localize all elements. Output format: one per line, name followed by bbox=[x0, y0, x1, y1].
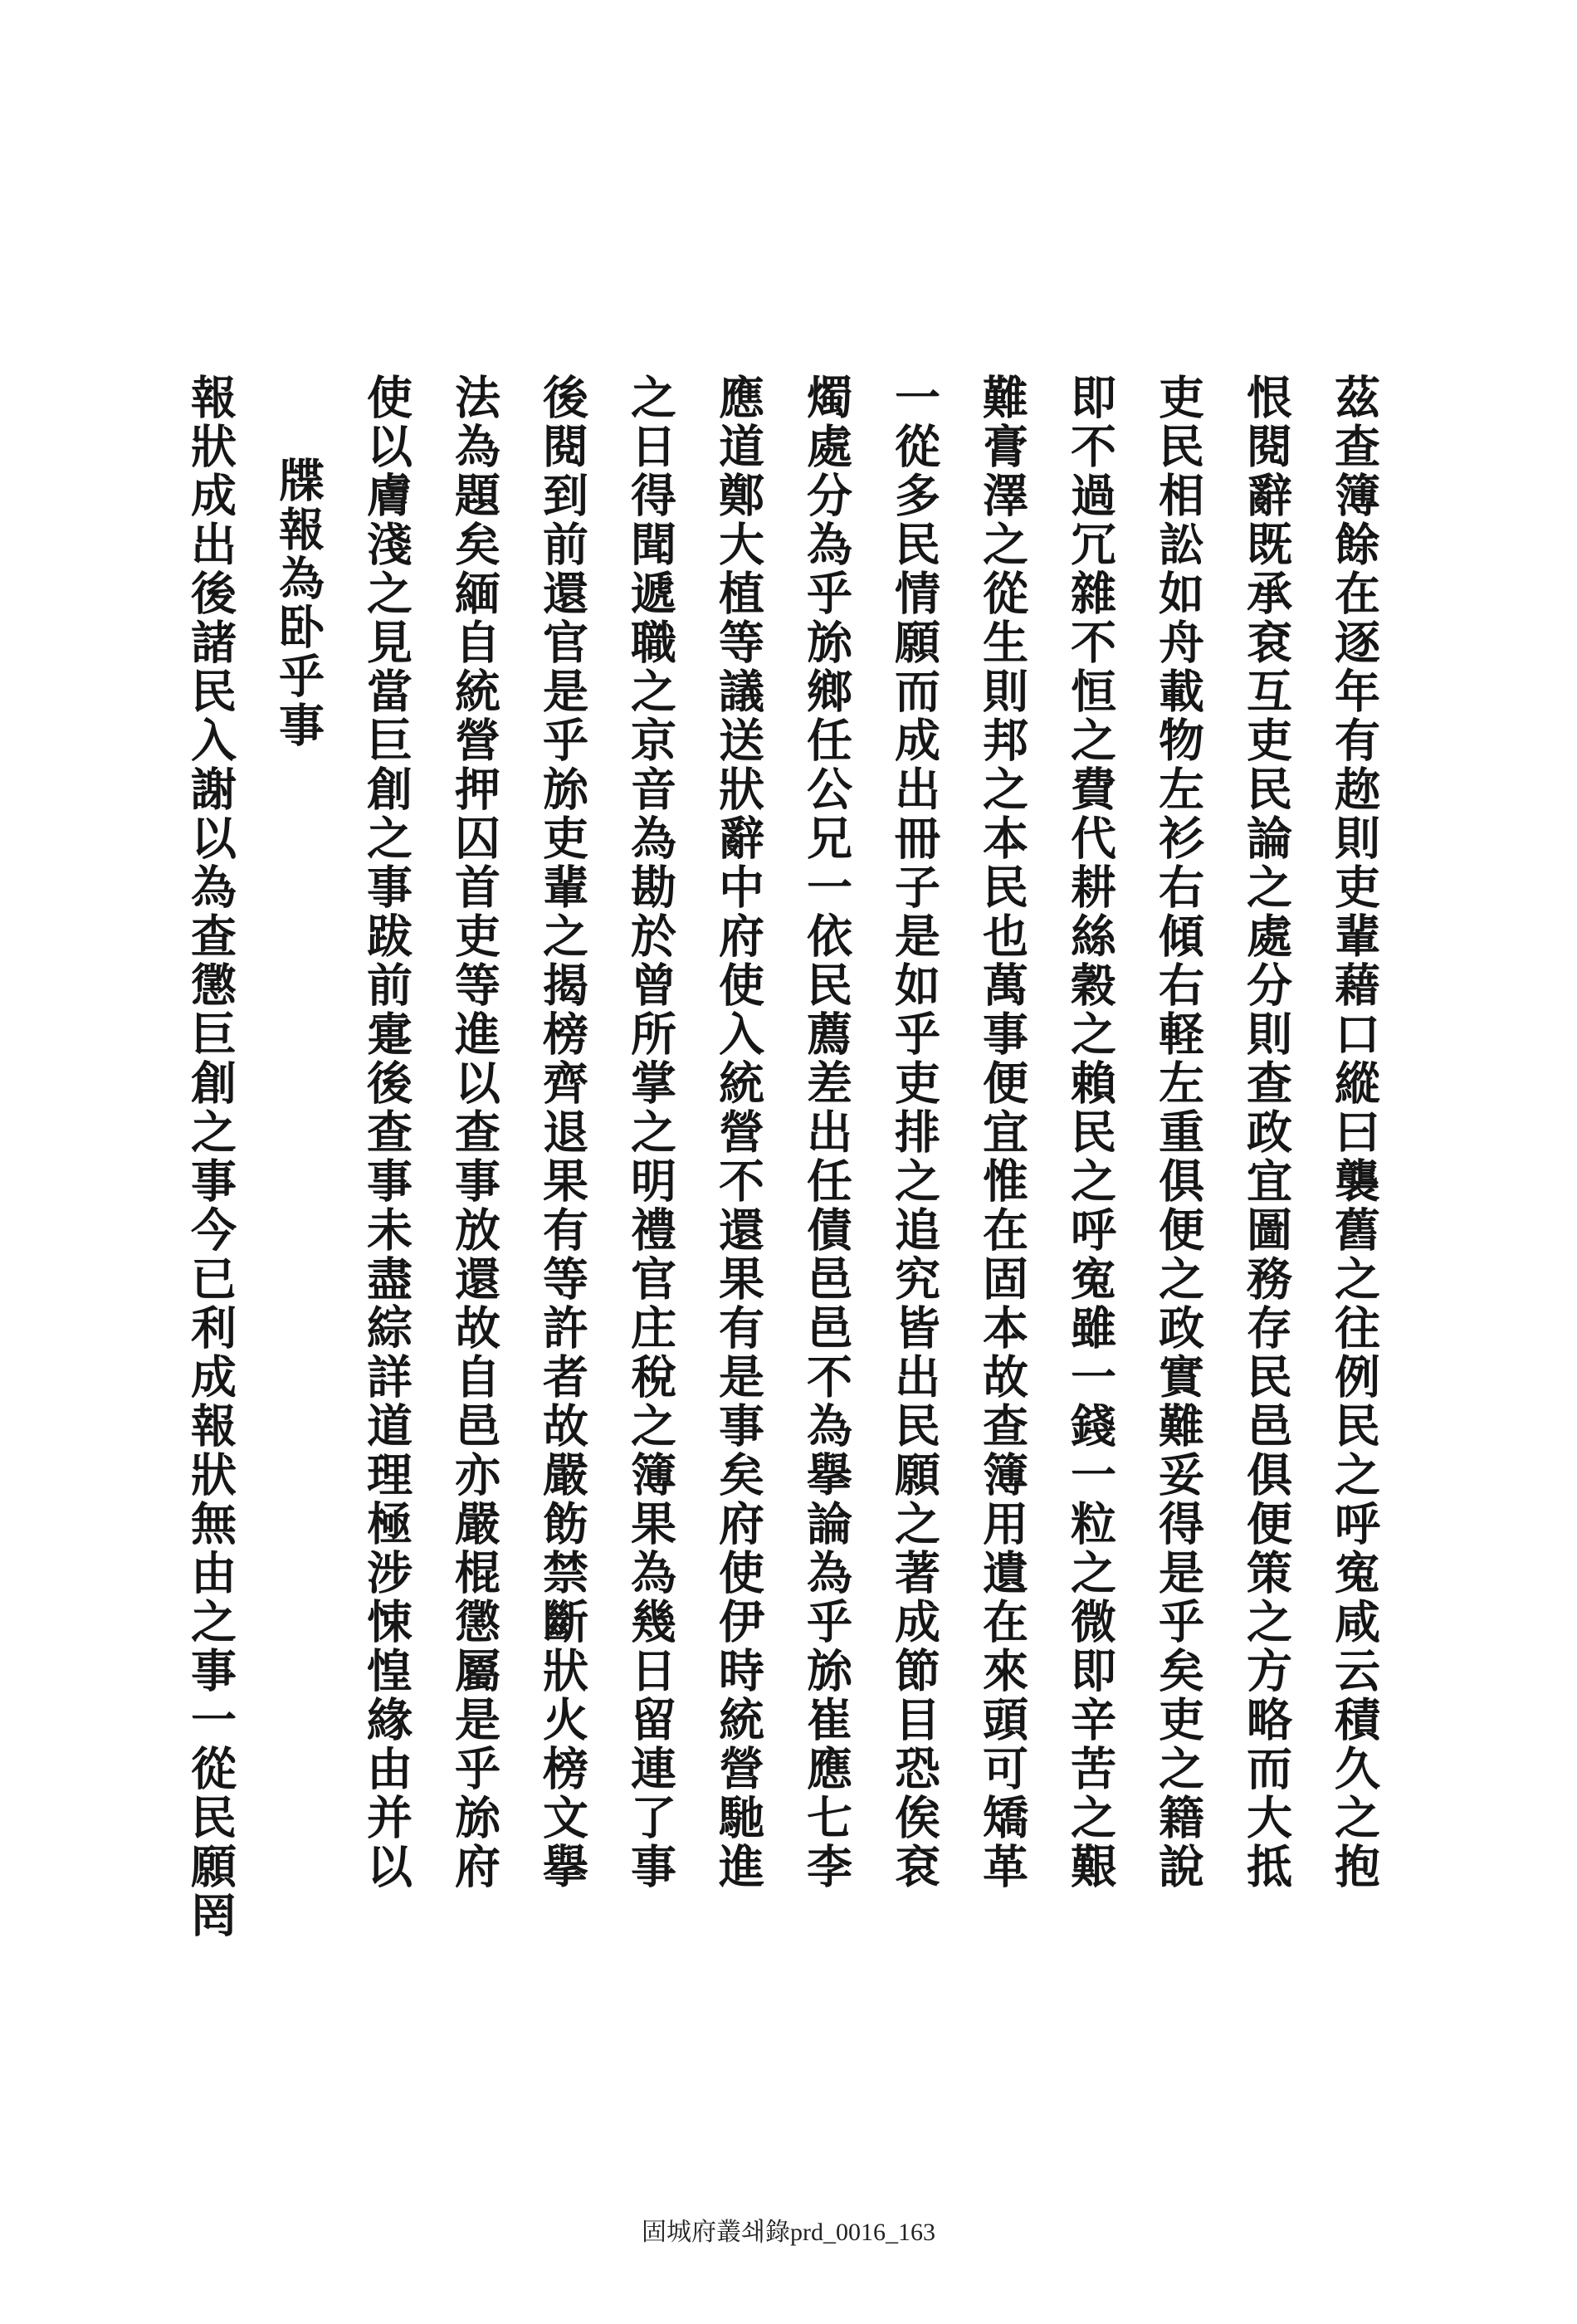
text-column-10: 後閱到前還官是乎旀吏輩之揭榜齊退果有等許者故嚴飭禁斷狀火榜文擧 bbox=[535, 374, 589, 1892]
text-column-4: 即不過冗雜不恒之費代耕絲穀之賴民之呼寃雖一錢一粒之微即辛苦之艱 bbox=[1063, 374, 1117, 1892]
text-column-3: 吏民相訟如舟載物左衫右傾右軽左重俱便之政實難妥得是乎矣吏之籍說 bbox=[1151, 374, 1205, 1892]
vertical-text-block bbox=[182, 374, 1382, 2092]
text-column-8: 應道鄭大植等議送狀辭中府使入統營不還果有是事矣府使伊時統營馳進 bbox=[711, 374, 765, 1892]
text-column-1: 茲查簿餘在逐年有趂則吏輩藉口縱曰襲舊之往例民之呼寃咸云積久之抱 bbox=[1327, 374, 1381, 1892]
text-column-12: 使以膚淺之見當巨創之事跋前疐後查事未盡綜詳道理極涉悚惶緣由并以 bbox=[359, 374, 413, 1892]
text-column-7: 燭處分為乎旀鄉任公兄一依民薦差出任債邑邑不為擧論為乎旀崔應七李 bbox=[799, 374, 853, 1892]
page-caption: 固城府叢쇄錄prd_0016_163 bbox=[642, 2219, 935, 2246]
text-column-2: 恨閱辭既承袞互吏民論之處分則查政宜圖務存民邑俱便策之方略而大抵 bbox=[1239, 374, 1293, 1892]
text-column-14: 報狀成出後諸民入謝以為查懲巨創之事今已利成報狀無由之事一從民願罔 bbox=[183, 374, 237, 1941]
text-column-11: 法為題矣緬自統營押囚首吏等進以查事放還故自邑亦嚴棍懲屬是乎旀府 bbox=[447, 374, 501, 1892]
text-column-9: 之日得聞遞職之京音為勘於曾所掌之明禮官庄稅之簿果為幾日留連了事 bbox=[623, 374, 677, 1892]
text-column-13: 牒報為卧乎事 bbox=[271, 456, 325, 750]
text-column-5: 難膏澤之從生則邦之本民也萬事便宜惟在固本故查簿用遺在來頭可矯革 bbox=[975, 374, 1029, 1892]
text-column-6: 一從多民情願而成出冊子是如乎吏排之追究皆出民願之著成節目恐俟袞 bbox=[887, 374, 941, 1892]
